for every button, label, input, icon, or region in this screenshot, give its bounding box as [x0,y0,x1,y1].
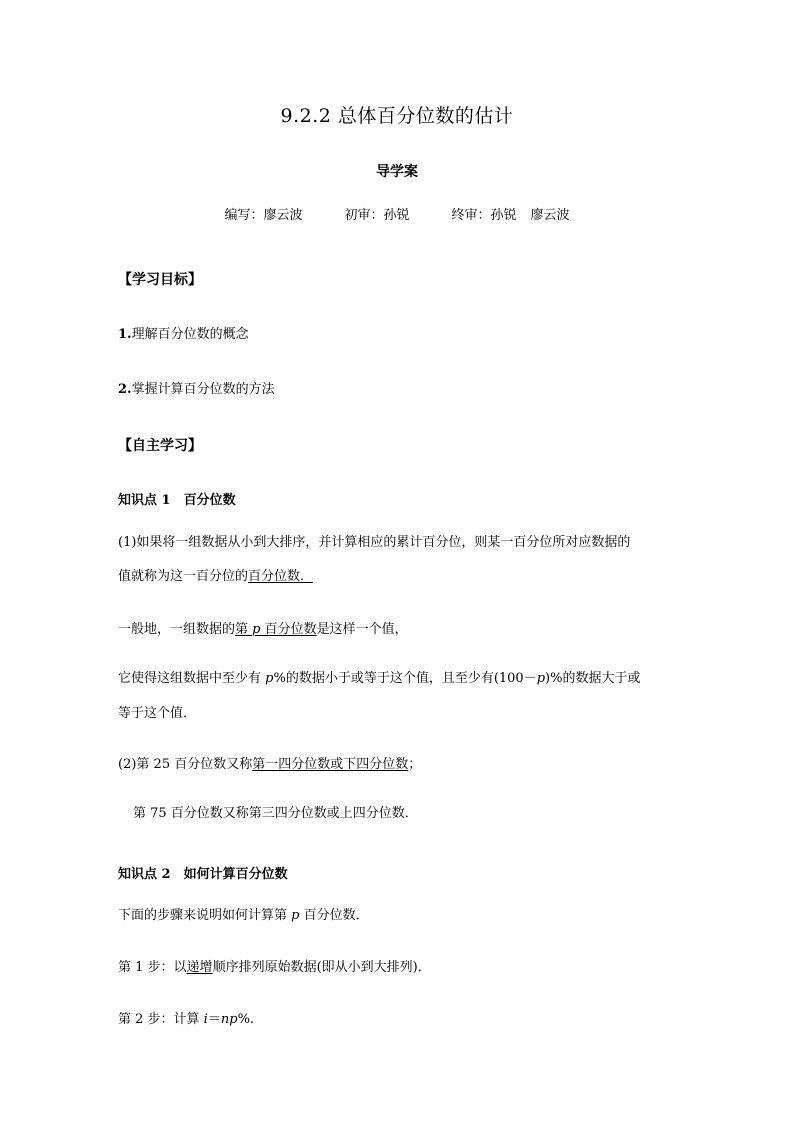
goals-heading: 【学习目标】 [118,272,202,288]
goal-2-number: 2. [118,382,132,397]
kp2-intro-var: p [291,908,300,923]
kp1-p4-term: 第一四分位数或下四分位数 [252,757,409,772]
kp1-p4-text-b: ； [408,757,422,772]
author-line [0,207,794,225]
kp1-p1-term: 百分位数． [248,569,314,584]
kp1-p2-term-b: 百分位数 [260,622,317,637]
kp2-intro-text-a: 下面的步骤来说明如何计算第 [118,908,292,923]
kp1-p3-text-a: 它使得这组数据中至少有 [118,671,266,686]
kp1-p4-text-a: (2)第 25 百分位数又称 [118,757,253,772]
goal-1-number: 1. [118,327,132,342]
goal-item-2 [118,381,275,399]
kp1-paragraph-4 [118,756,421,774]
kp2-step2-var-np: np [220,1012,238,1027]
kp1-p2-term-a: 第 [235,622,253,637]
page-title: 9.2.2 总体百分位数的估计 [280,105,514,127]
kp1-p2-text-b: 是这样一个值， [316,622,408,637]
kp2-step2-var-i: i [203,1012,208,1027]
kp1-heading: 知识点 1 百分位数 [118,493,236,508]
kp2-intro [118,907,369,925]
goal-2-text: 掌握计算百分位数的方法 [131,382,275,397]
kp1-p3-text-c: )%的数据大于或 [545,671,641,686]
kp1-p2-var: p [252,622,261,637]
final-reviewer-credit: 终审：孙锐 [451,208,517,223]
kp1-paragraph-3-line-2: 等于这个值． [118,706,197,721]
writer-credit: 编写：廖云波 [224,208,303,223]
goal-item-1 [118,326,249,344]
kp2-step2-text-a: 第 2 步：计算 [118,1012,204,1027]
kp1-p3-var-1: p [265,671,274,686]
kp1-p2-term [235,622,317,637]
kp2-step1-text-b: 顺序排列原始数据(即从小到大排列)． [212,960,431,975]
kp1-paragraph-2 [118,621,408,639]
kp2-step-1 [118,959,431,977]
kp1-p1-text: 值就称为这一百分位的 [118,569,249,584]
kp1-p3-text-b: %的数据小于或等于这个值，且至少有(100－ [273,671,537,686]
kp1-paragraph-1-line-1: (1)如果将一组数据从小到大排序，并计算相应的累计百分位，则某一百分位所对应数据的 [118,535,631,550]
kp2-step-2 [118,1011,254,1029]
document-subtitle: 导学案 [376,164,418,180]
kp1-paragraph-5: 第 75 百分位数又称第三四分位数或上四分位数． [133,806,418,821]
final-reviewer-credit-2: 廖云波 [530,208,570,223]
kp2-intro-text-b: 百分位数． [299,908,369,923]
kp1-p3-var-2: p [536,671,546,686]
kp2-step1-term: 递增 [186,960,213,975]
first-reviewer-credit: 初审：孙锐 [344,208,410,223]
kp2-heading: 知识点 2 如何计算百分位数 [118,867,288,882]
kp2-step1-text-a: 第 1 步：以 [118,960,187,975]
goal-1-text: 理解百分位数的概念 [131,327,249,342]
kp1-p2-text-a: 一般地，一组数据的 [118,622,236,637]
self-study-heading: 【自主学习】 [118,438,202,454]
kp2-step2-eq: ＝ [207,1012,221,1027]
kp1-paragraph-3-line-1 [118,670,640,688]
kp1-paragraph-1-line-2 [118,568,313,586]
kp2-step2-text-b: %. [237,1012,255,1027]
